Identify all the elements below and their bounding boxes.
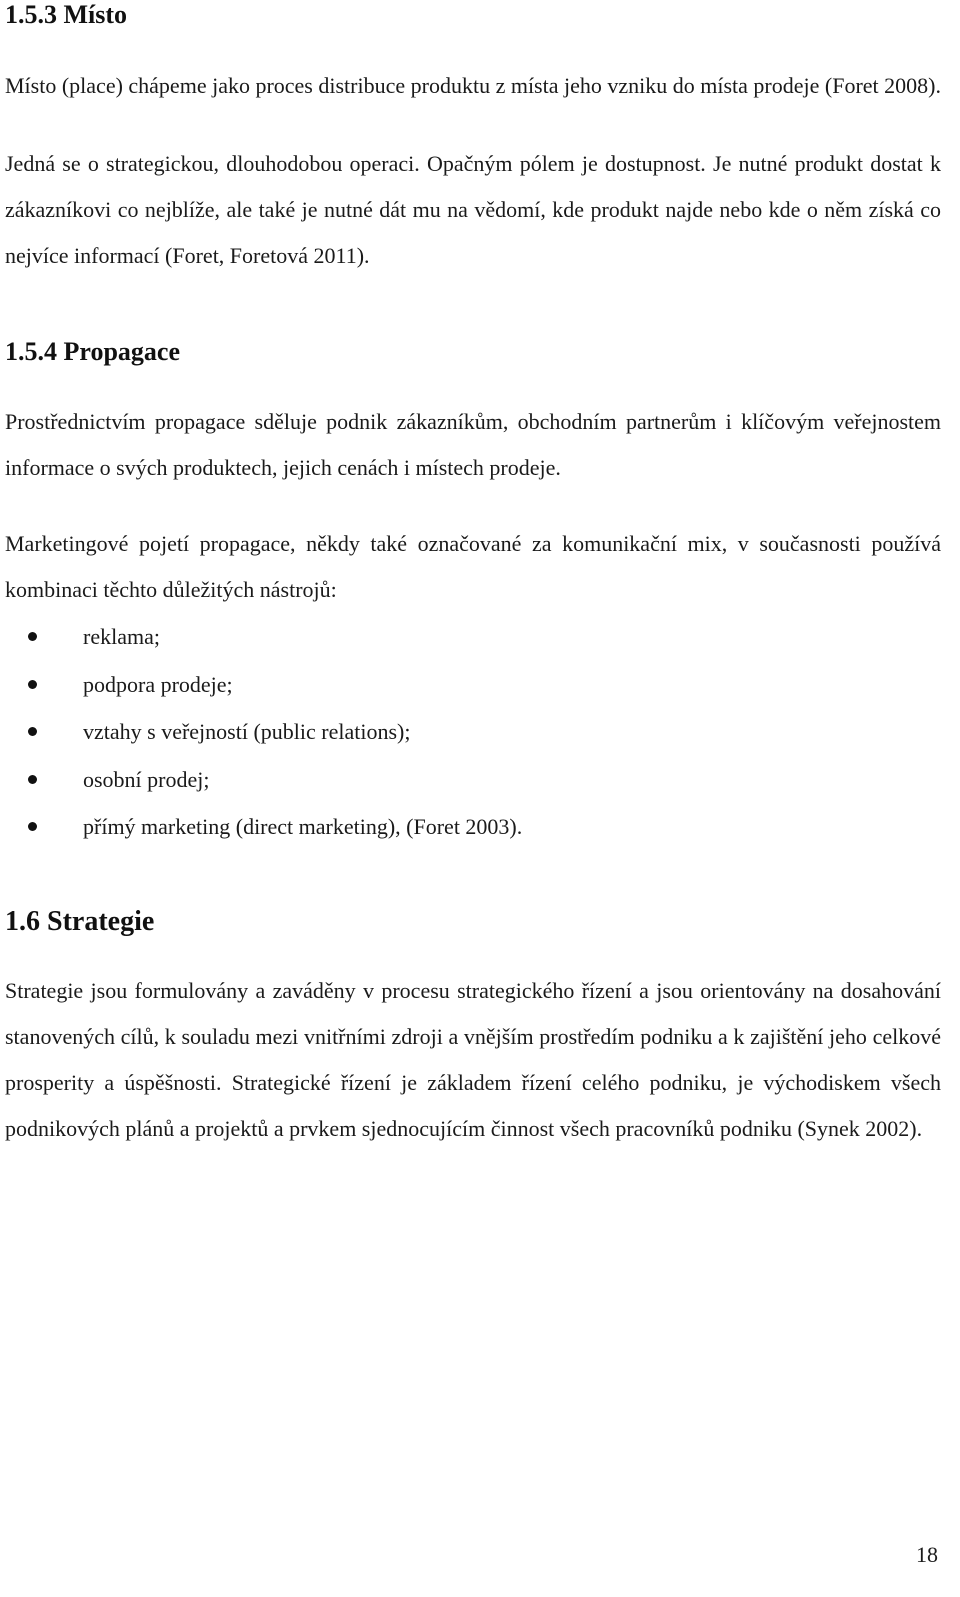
list-item-text: osobní prodej; [83,766,210,792]
paragraph-komunikacni-mix: Marketingové pojetí propagace, někdy také označované za komunikační mix, v současnosti používá kombinaci těchto důležitých nástrojů: [5,531,941,602]
list-item-text: vztahy s veřejností (public relations); [83,719,411,744]
bullet-icon [28,632,37,641]
heading-propagace: 1.5.4 Propagace [5,337,180,366]
bullet-icon [28,680,37,689]
paragraph-misto-definition: Místo (place) chápeme jako proces distribuce produktu z místa jeho vzniku do místa prodeje (Foret 2008). [5,73,941,98]
heading-strategie: 1.6 Strategie [5,905,155,937]
page-number: 18 [916,1542,938,1567]
bullet-icon [28,775,37,784]
bullet-icon [28,822,37,831]
paragraph-strategie: Strategie jsou formulovány a zaváděny v procesu strategického řízení a jsou orientovány na dosahování stanovených cílů, k souladu mezi vnitřními zdroji a vnějším prostředím podniku a k zajištění jeho celkové prosperity a úspěšnosti. Strategické řízení je základem řízení celého podniku, je východiskem všech podnikových plánů a projektů a prvkem sjednocujícím činnost všech pracovníků podniku (Synek 2002). [5,977,941,1141]
list-item [5,613,941,661]
list-item [5,708,941,756]
list-item [5,756,941,804]
document-page [5,0,941,1152]
list-item-text: přímý marketing (direct marketing), (Foret 2003). [83,814,523,839]
communication-mix-list [5,613,941,851]
list-item [5,803,941,851]
list-item-text: reklama; [83,624,160,649]
list-item-text: podpora prodeje; [83,671,233,697]
paragraph-propagace-intro: Prostřednictvím propagace sděluje podnik zákazníkům, obchodním partnerům i klíčovým veřejnostem informace o svých produktech, jejich cenách i místech prodeje. [5,409,941,480]
paragraph-misto-strategy: Jedná se o strategickou, dlouhodobou operaci. Opačným pólem je dostupnost. Je nutné produkt dostat k zákazníkovi co nejblíže, ale také je nutné dát mu na vědomí, kde produkt najde nebo kde o něm získá co nejvíce informací (Foret, Foretová 2011). [5,151,941,268]
heading-misto: 1.5.3 Místo [5,0,128,29]
list-item [5,661,941,709]
bullet-icon [28,727,37,736]
